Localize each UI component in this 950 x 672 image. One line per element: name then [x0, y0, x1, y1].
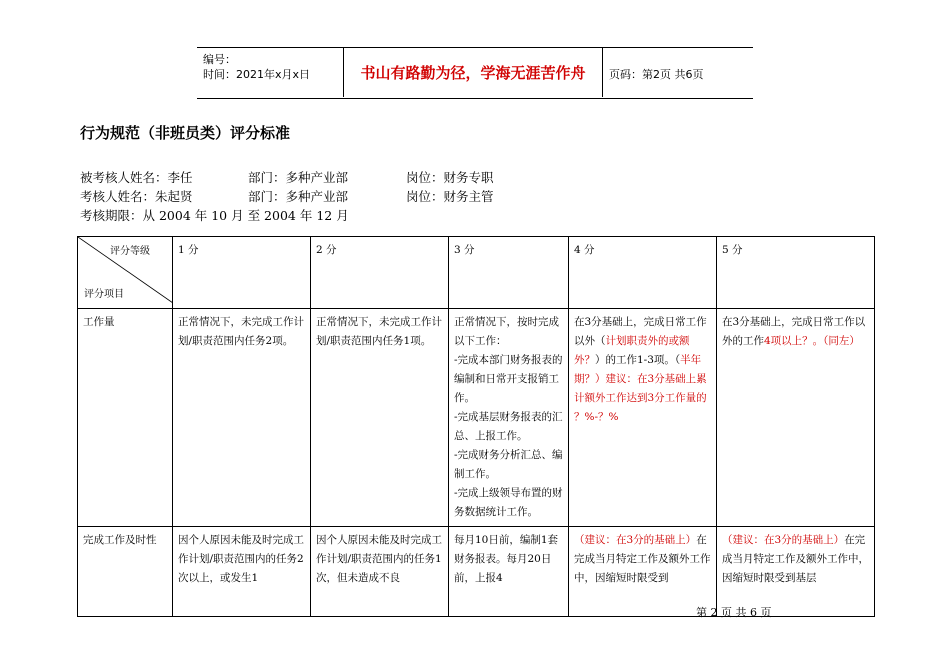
assessor-post: 岗位：财务主管 [406, 189, 494, 204]
corner-top-label: 评分等级 [110, 246, 150, 257]
assessor-dept: 部门：多种产业部 [248, 189, 349, 204]
level-3: 3 分 [449, 237, 569, 309]
level-5: 5 分 [717, 237, 875, 309]
workload-1: 正常情况下，未完成工作计划/职责范围内任务2项。 [173, 309, 311, 527]
workload-4-note: 计划职责外的或额外？ [574, 335, 690, 366]
document-title: 行为规范（非班员类）评分标准 [80, 124, 291, 142]
assessor-name: 考核人姓名：朱起贤 [80, 189, 193, 204]
item-workload: 工作量 [78, 309, 173, 527]
timeliness-5 [717, 527, 875, 617]
timeliness-4-text: 在完成当月特定工作及额外工作中，因缩短时限受到 [574, 534, 711, 584]
assessee-name: 被考核人姓名：李任 [80, 170, 193, 185]
timeliness-1: 因个人原因未能及时完成工作计划/职责范围内的任务2次以上，或发生1 [173, 527, 311, 617]
timeliness-5-text: 在完成当月特定工作及额外工作中，因缩短时限受到基层 [722, 534, 869, 584]
header-page-info: 页码：第2页 共6页 [609, 68, 704, 81]
page-header [197, 47, 753, 99]
workload-2: 正常情况下，未完成工作计划/职责范围内任务1项。 [311, 309, 449, 527]
timeliness-5-suggestion: （建议：在3分的基础上） [722, 534, 845, 546]
workload-4-text: 在3分基础上，完成日常工作以外（ [574, 316, 707, 347]
table-row [78, 309, 875, 527]
page-footer: 第 2 页 共 6 页 [696, 606, 772, 619]
timeliness-3: 每月10日前，编制1套财务报表。每月20日前，上报4 [449, 527, 569, 617]
workload-3-line: 正常情况下，按时完成以下工作： [454, 316, 559, 347]
workload-3 [449, 309, 569, 527]
workload-4 [569, 309, 717, 527]
assessee-post: 岗位：财务专职 [406, 170, 494, 185]
level-4: 4 分 [569, 237, 717, 309]
scoring-table [77, 236, 875, 617]
level-1: 1 分 [173, 237, 311, 309]
header-row [78, 237, 875, 309]
workload-4-text: ）的工作1-3项。（ [595, 354, 681, 366]
assessee-dept: 部门：多种产业部 [248, 170, 349, 185]
code-label: 编号： [203, 53, 236, 66]
header-motto: 书山有路勤为径，学海无涯苦作舟 [343, 48, 603, 97]
corner-cell [78, 237, 173, 309]
assessment-period: 考核期限：从 2004 年 10 月 至 2004 年 12 月 [80, 208, 349, 223]
level-2: 2 分 [311, 237, 449, 309]
item-timeliness: 完成工作及时性 [78, 527, 173, 617]
workload-5 [717, 309, 875, 527]
workload-5-note: 4项以上？。（同左） [764, 335, 860, 347]
table-row [78, 527, 875, 617]
header-meta [203, 52, 310, 82]
timeliness-4-suggestion: （建议：在3分的基础上） [574, 534, 697, 546]
timeliness-2: 因个人原因未能及时完成工作计划/职责范围内的任务1次，但未造成不良 [311, 527, 449, 617]
timeliness-4 [569, 527, 717, 617]
workload-3-line: -完成财务分析汇总、编制工作。 [454, 449, 563, 480]
workload-3-line: -完成基层财务报表的汇总、上报工作。 [454, 411, 563, 442]
workload-5-text: 在3分基础上，完成日常工作以外的工作 [722, 316, 866, 347]
workload-3-line: -完成本部门财务报表的编制和日常开支报销工作。 [454, 354, 563, 404]
workload-4-suggestion: 半年期？）建议：在3分基础上累计额外工作达到3分工作量的 ？%-？% [574, 354, 707, 423]
corner-bottom-label: 评分项目 [84, 289, 124, 300]
workload-3-line: -完成上级领导布置的财务数据统计工作。 [454, 487, 563, 518]
time-label: 时间：2021年x月x日 [203, 68, 311, 81]
